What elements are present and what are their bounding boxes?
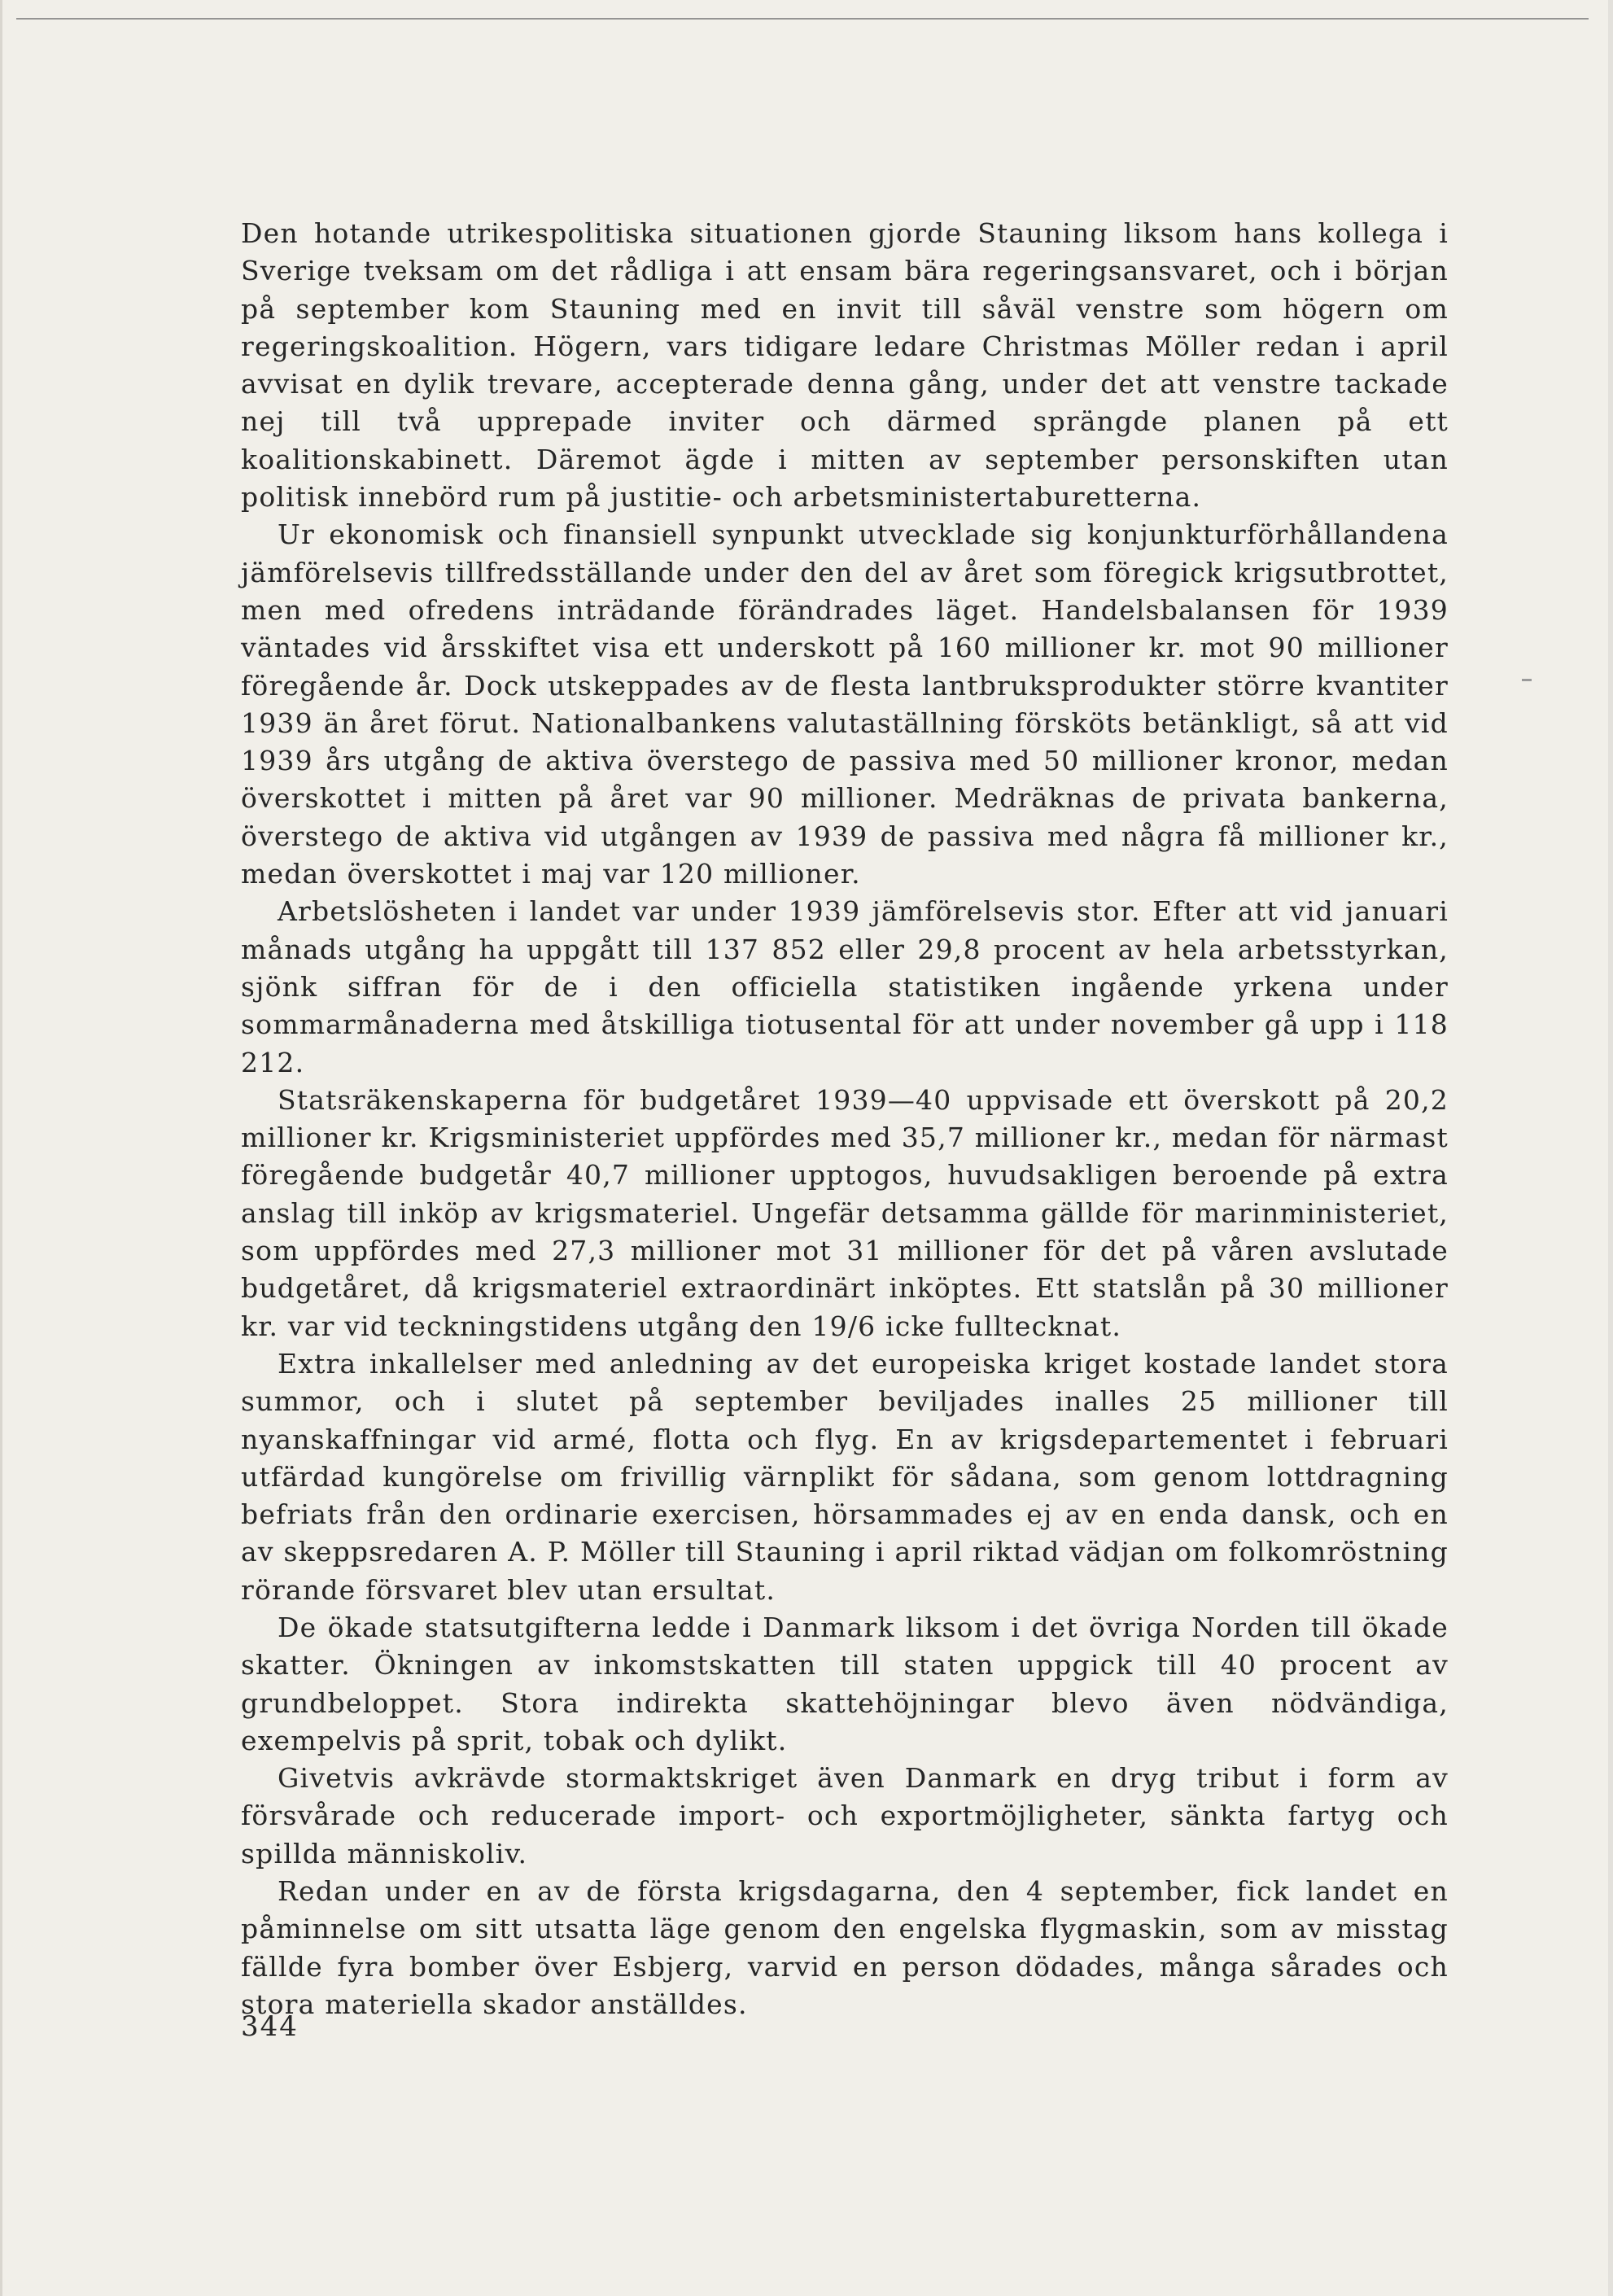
margin-mark (1522, 679, 1532, 681)
paragraph: Givetvis avkrävde stormaktskriget även Danmark en dryg tribut i form av försvårade och reducerade import- och exportmöjligheter, sänkta fartyg och spillda människoliv. (241, 1762, 1449, 1870)
top-rule (16, 18, 1589, 20)
paragraph: Redan under en av de första krigsdagarna, den 4 september, fick landet en påminnelse om sitt utsatta läge genom den engelska flygmaskin, som av misstag fällde fyra bomber över Esbjerg, varvid en person dödades, många sårades och stora materiella skador anställdes. (241, 1875, 1449, 2020)
paragraph: Statsräkenskaperna för budgetåret 1939—40 uppvisade ett överskott på 20,2 millioner kr. Krigsministeriet uppfördes med 35,7 millioner kr., medan för närmast föregående budgetår 40,7 millioner upptogos, huvudsakligen beroende på extra anslag till inköp av krigsmateriel. Ungefär detsamma gällde för marinministeriet, som uppfördes med 27,3 millioner mot 31 millioner för det på våren avslutade budgetåret, då krigsmateriel extraordinärt inköptes. Ett statslån på 30 millioner kr. var vid teckningstidens utgång den 19/6 icke fulltecknat. (241, 1083, 1449, 1342)
body-text (241, 215, 1449, 2023)
paragraph: De ökade statsutgifterna ledde i Danmark liksom i det övriga Norden till ökade skatter. Ökningen av inkomstskatten till staten uppgick till 40 procent av grundbeloppet. Stora indirekta skattehöjningar blevo även nödvändiga, exempelvis på sprit, tobak och dylikt. (241, 1611, 1449, 1756)
paragraph: Den hotande utrikespolitiska situationen gjorde Stauning liksom hans kollega i Sverige tveksam om det rådliga i att ensam bära regeringsansvaret, och i början på september kom Stauning med en invit till såväl venstre som högern om regeringskoalition. Högern, vars tidigare ledare Christmas Möller redan i april avvisat en dylik trevare, accepterade denna gång, under det att venstre tackade nej till två upprepade inviter och därmed sprängde planen på ett koalitionskabinett. Däremot ägde i mitten av september personskiften utan politisk innebörd rum på justitie- och arbetsministertaburetterna. (241, 217, 1449, 514)
page-number: 344 (241, 2010, 299, 2043)
paragraph: Extra inkallelser med anledning av det europeiska kriget kostade landet stora summor, och i slutet på september beviljades inalles 25 millioner till nyanskaffningar vid armé, flotta och flyg. En av krigsdepartementet i februari utfärdad kungörelse om frivillig värnplikt för sådana, som genom lottdragning befriats från den ordinarie exercisen, hörsammades ej av en enda dansk, och en av skeppsredaren A. P. Möller till Stauning i april riktad vädjan om folkomröstning rörande försvaret blev utan ersultat. (241, 1347, 1449, 1606)
paragraph: Arbetslösheten i landet var under 1939 jämförelsevis stor. Efter att vid januari månads utgång ha uppgått till 137 852 eller 29,8 procent av hela arbetsstyrkan, sjönk siffran för de i den officiella statistiken ingående yrkena under sommarmånaderna med åtskilliga tiotusental för att under november gå upp i 118 212. (241, 895, 1449, 1078)
paragraph: Ur ekonomisk och finansiell synpunkt utvecklade sig konjunkturförhållandena jämförelsevis tillfredsställande under den del av året som föregick krigsutbrottet, men med ofredens inträdande förändrades läget. Handelsbalansen för 1939 väntades vid årsskiftet visa ett underskott på 160 millioner kr. mot 90 millioner föregående år. Dock utskeppades av de flesta lantbruksprodukter större kvantiter 1939 än året förut. Nationalbankens valutaställning försköts betänkligt, så att vid 1939 års utgång de aktiva överstego de passiva med 50 millioner kronor, medan överskottet i mitten på året var 90 millioner. Medräknas de privata bankerna, överstego de aktiva vid utgången av 1939 de passiva med några få millioner kr., medan överskottet i maj var 120 millioner. (241, 518, 1449, 890)
